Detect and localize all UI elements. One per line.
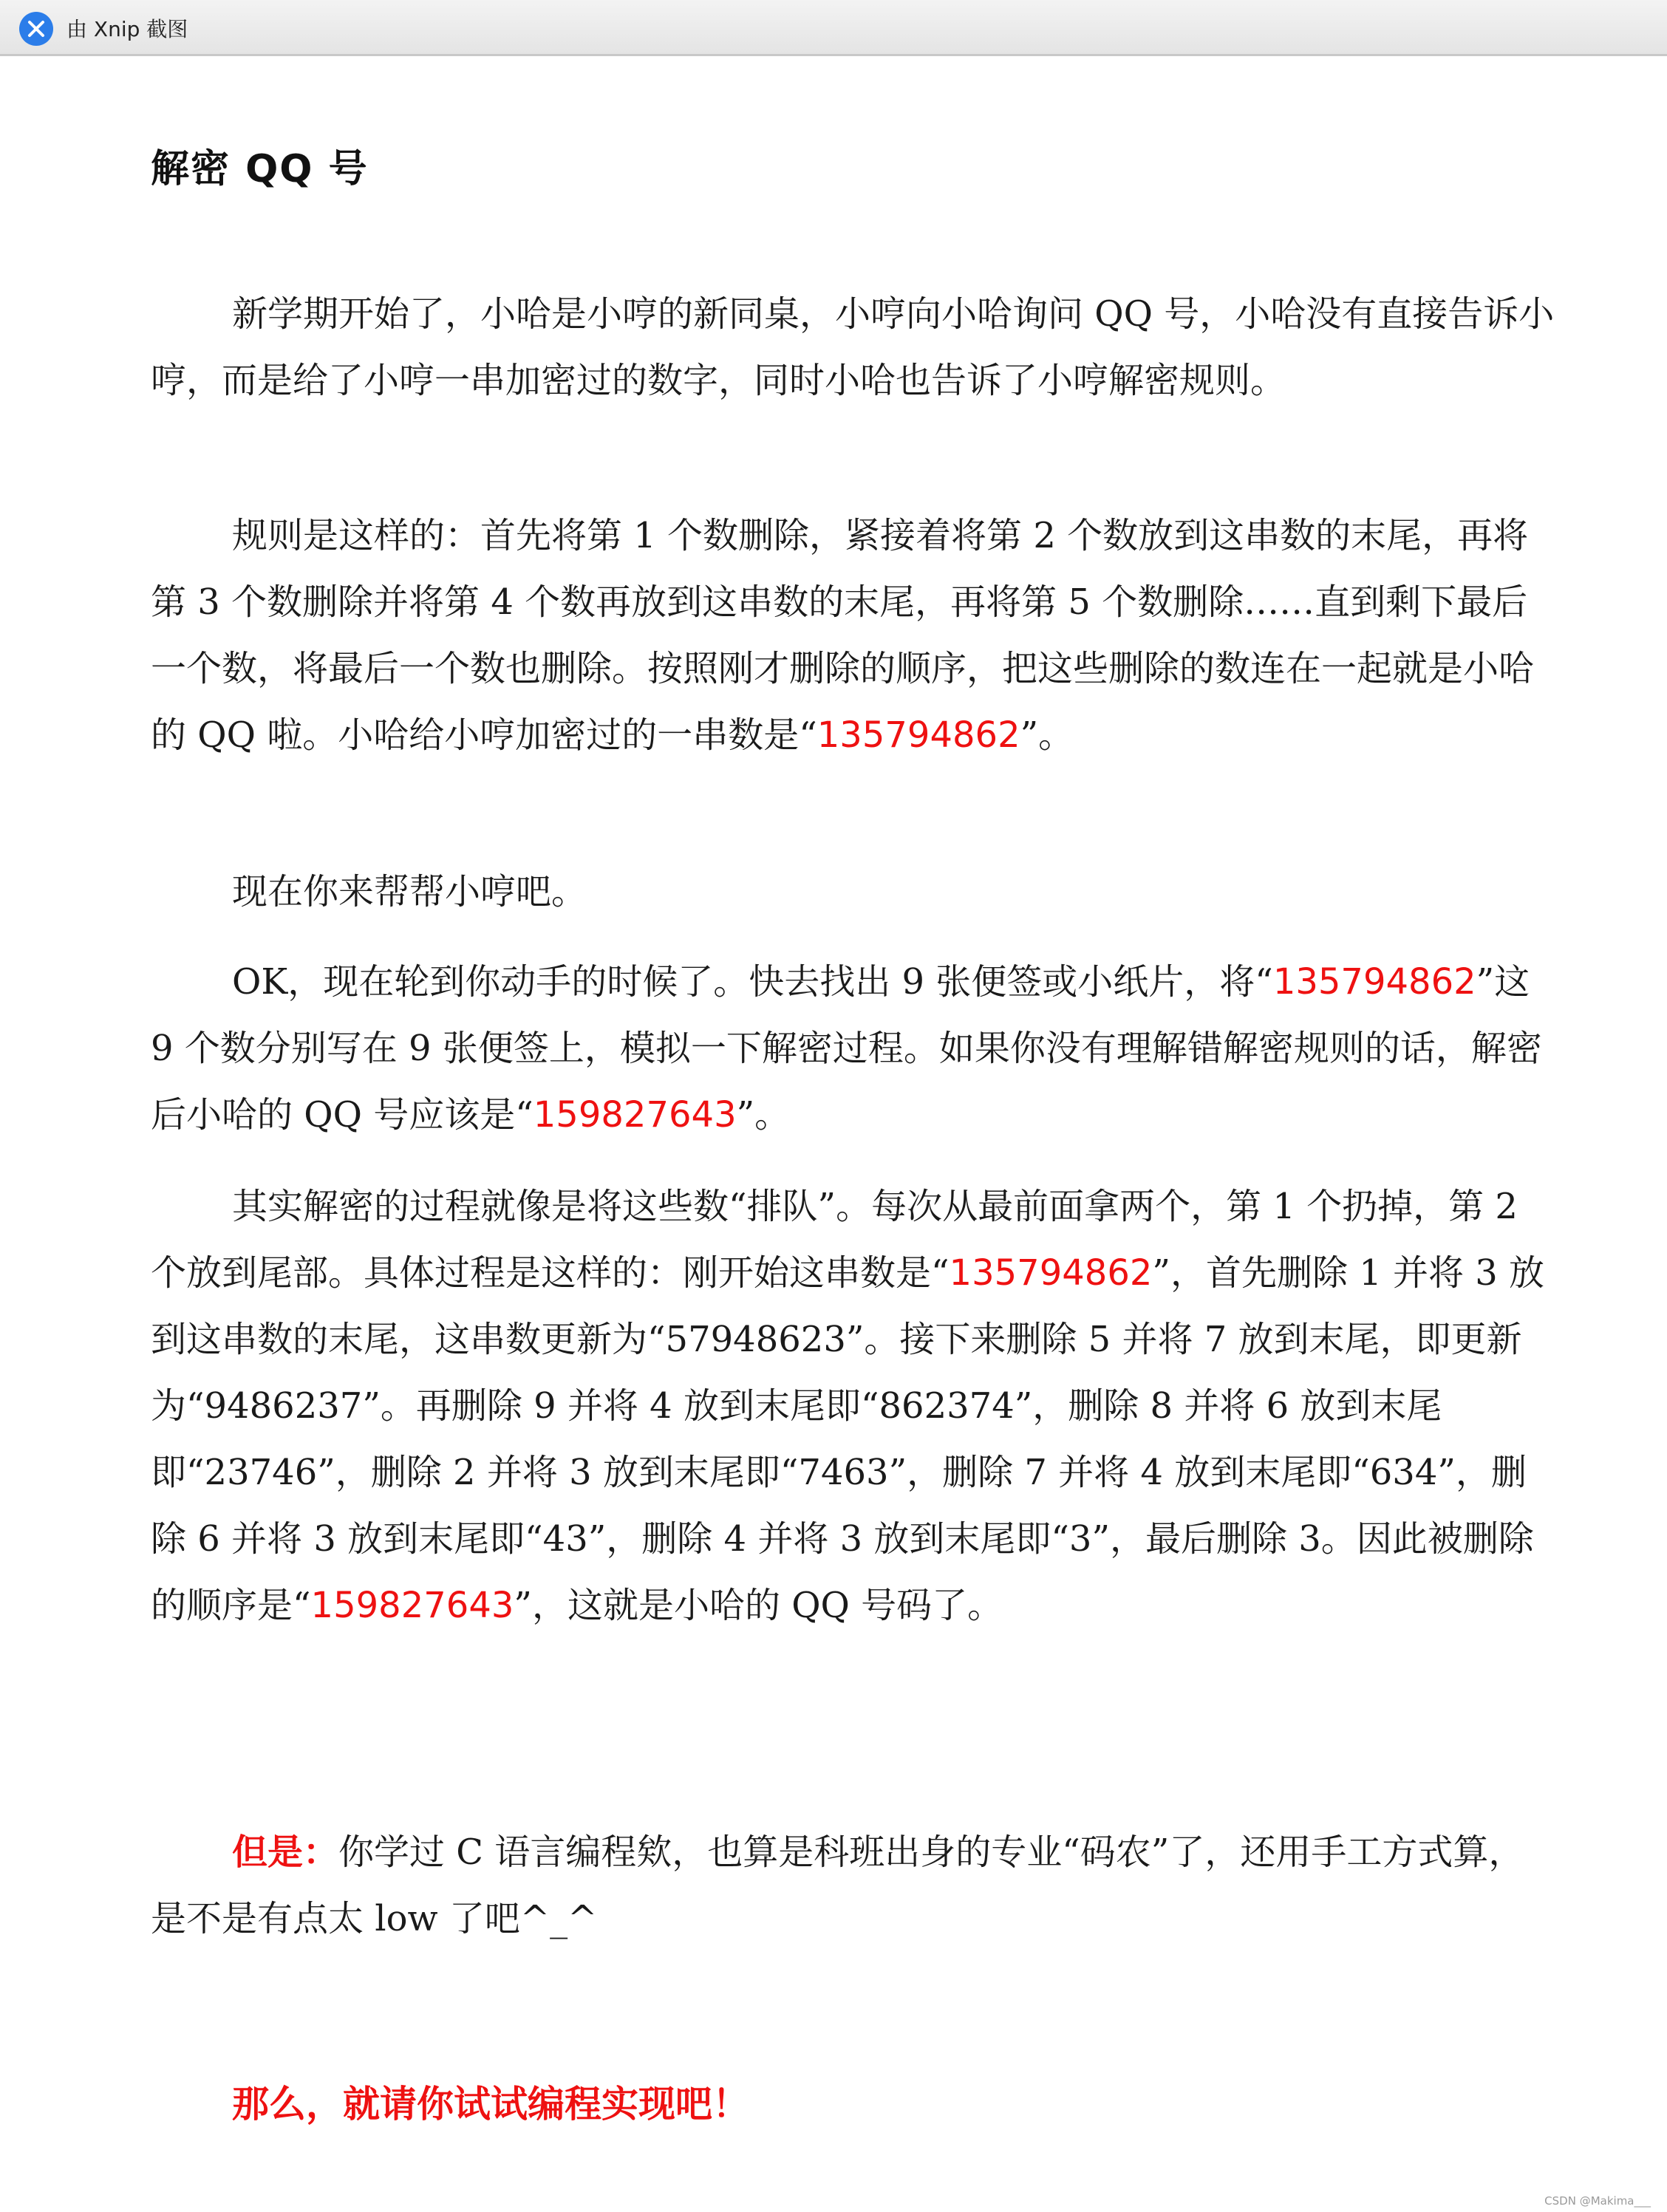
window-titlebar xyxy=(0,0,1667,56)
csdn-watermark: CSDN @Makima___ xyxy=(1544,2194,1651,2208)
paragraph-process: 其实解密的过程就像是将这些数“排队”。每次从最前面拿两个，第 1 个扔掉，第 2 个放到尾部。具体过程是这样的：刚开始这串数是“135794862”，首先删除 1 并将 3 放到这串数的末尾，这串数更新为“57948623”。接下来删除 5 并将 7 放到末尾，即更新为“9486237”。再删除 9 并将 4 放到末尾即“862374”，删除 8 并将 6 放到末尾即“23746”，删除 2 并将 3 放到末尾即“7463”，删除 7 并将 4 放到末尾即“634”，删除 6 并将 3 放到末尾即“43”，删除 4 并将 3 放到末尾即“3”，最后删除 3。因此被删除的顺序是“159827643”，这就是小哈的 QQ 号码了。 xyxy=(151,1186,1545,1626)
paragraph-ok: OK，现在轮到你动手的时候了。快去找出 9 张便签或小纸片，将“135794862”这 9 个数分别写在 9 张便签上，模拟一下解密过程。如果你没有理解错解密规则的话，解密后小哈的 QQ 号应该是“159827643”。 xyxy=(151,961,1542,1136)
encrypted-number: 135794862 xyxy=(949,1252,1153,1294)
decrypted-qq-number: 159827643 xyxy=(310,1585,514,1626)
decrypted-qq-number: 159827643 xyxy=(533,1094,737,1136)
encrypted-number: 135794862 xyxy=(817,714,1020,756)
paragraph-but: 但是：你学过 C 语言编程欸，也算是科班出身的专业“码农”了，还用手工方式算，是不是有点太 low 了吧^_^ xyxy=(151,1832,1524,1939)
paragraph-intro: 新学期开始了，小哈是小哼的新同桌，小哼向小哈询问 QQ 号，小哈没有直接告诉小哼，而是给了小哼一串加密过的数字，同时小哈也告诉了小哼解密规则。 xyxy=(151,293,1555,401)
encrypted-number: 135794862 xyxy=(1272,961,1476,1003)
final-prompt: 那么，就请你试试编程实现吧！ xyxy=(232,2082,749,2126)
window-title: 由 Xnip 截图 xyxy=(67,17,188,41)
but-label: 但是： xyxy=(232,1832,339,1873)
paragraph-help: 现在你来帮帮小哼吧。 xyxy=(232,871,587,912)
document-title: 解密 QQ 号 xyxy=(151,147,369,191)
paragraph-rules: 规则是这样的：首先将第 1 个数删除，紧接着将第 2 个数放到这串数的末尾，再将第 3 个数删除并将第 4 个数再放到这串数的末尾，再将第 5 个数删除……直到剩下最后一个数，将最后一个数也删除。按照刚才删除的顺序，把这些删除的数连在一起就是小哈的 QQ 啦。小哈给小哼加密过的一串数是“135794862”。 xyxy=(151,515,1535,756)
xnip-logo-icon xyxy=(19,12,53,46)
